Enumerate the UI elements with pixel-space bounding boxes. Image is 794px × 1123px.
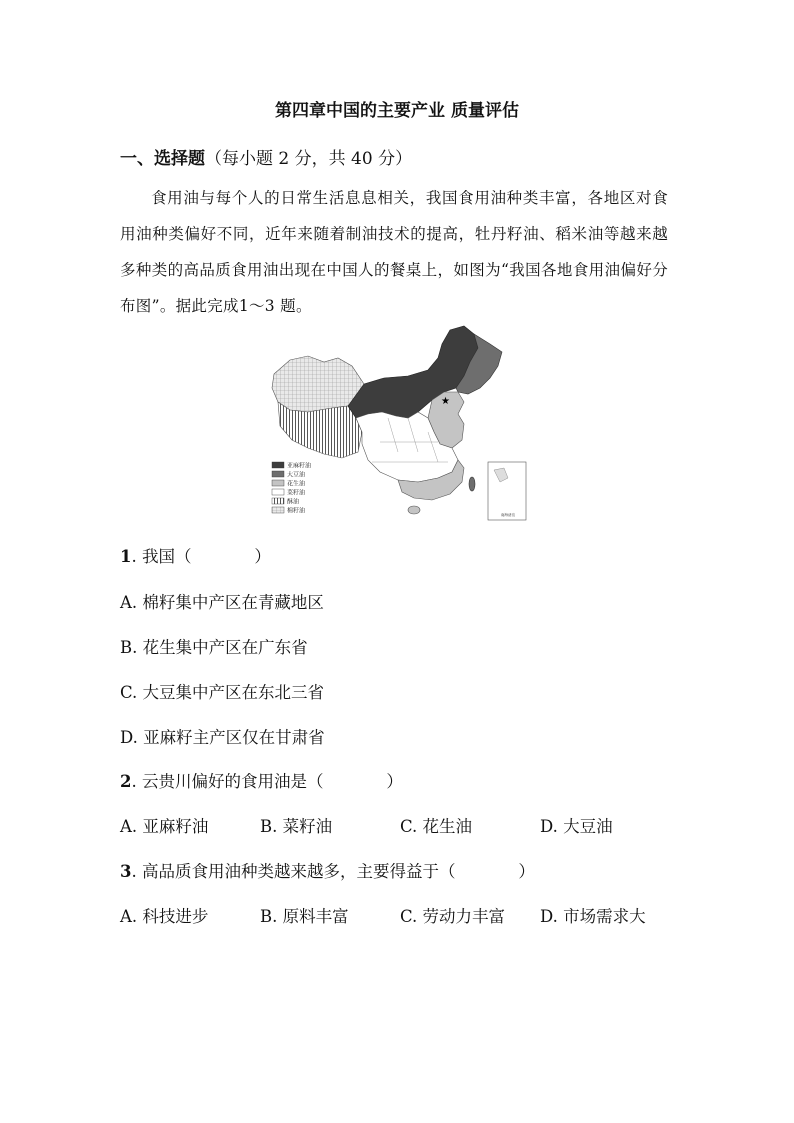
q1-option-b: B. 花生集中产区在广东省	[120, 638, 308, 657]
q1-option-c: C. 大豆集中产区在东北三省	[120, 683, 325, 702]
intro-paragraph: 食用油与每个人的日常生活息息相关，我国食用油种类丰富，各地区对食用油种类偏好不同，近年来随着制油技术的提高，牡丹籽油、稻米油等越来越多种类的高品质食用油出现在中国人的餐桌上，如图为“我国各地食用油偏好分布图”。据此完成1～3 题。	[120, 189, 668, 315]
q1-option-d: D. 亚麻籽主产区仅在甘肃省	[120, 728, 325, 747]
question-1-stem	[120, 543, 271, 567]
inset-frame	[488, 462, 526, 520]
q3-option-c: C. 劳动力丰富	[400, 907, 506, 926]
q3-option-b: B. 原料丰富	[260, 907, 349, 926]
legend-label-soybean: 大豆油	[287, 471, 306, 479]
legend-label-butter: 酥油	[287, 498, 300, 506]
region-hainan	[408, 506, 420, 514]
q3-option-a: A. 科技进步	[120, 907, 209, 926]
legend-label-rapeseed: 菜籽油	[287, 489, 306, 497]
page-title: 第四章中国的主要产业 质量评估	[275, 101, 519, 121]
legend-label-flaxseed: 亚麻籽油	[287, 462, 312, 470]
inset-label: 南海诸岛	[500, 513, 516, 517]
china-oil-preference-map	[268, 322, 530, 525]
question-2-stem	[120, 768, 403, 792]
region-taiwan	[469, 477, 475, 491]
q2-option-d: D. 大豆油	[540, 817, 613, 836]
legend-swatch-flaxseed	[272, 462, 284, 468]
q3-option-d: D. 市场需求大	[540, 907, 646, 926]
section-title: 一、选择题	[120, 149, 205, 169]
q2-option-b: B. 菜籽油	[260, 817, 333, 836]
question-text: . 云贵川偏好的食用油是（ ）	[131, 772, 403, 791]
q2-option-a: A. 亚麻籽油	[120, 817, 209, 836]
q1-option-a: A. 棉籽集中产区在青藏地区	[120, 593, 324, 612]
legend-swatch-rapeseed	[272, 489, 284, 495]
question-text: . 我国（ ）	[131, 547, 271, 566]
section-heading	[120, 144, 412, 169]
legend-swatch-butter	[272, 498, 284, 504]
question-number: 2	[120, 772, 132, 791]
question-number: 3	[120, 862, 132, 881]
section-note: （每小题 2 分，共 40 分）	[205, 149, 413, 169]
question-number: 1	[120, 547, 132, 566]
legend-swatch-cottonseed	[272, 507, 284, 513]
question-3-stem	[120, 858, 535, 882]
question-text: . 高品质食用油种类越来越多，主要得益于（ ）	[131, 862, 535, 881]
legend-swatch-peanut	[272, 480, 284, 486]
q2-option-c: C. 花生油	[400, 817, 473, 836]
capital-star-icon: ★	[441, 396, 450, 407]
legend-label-cottonseed: 棉籽油	[287, 507, 306, 515]
legend-swatch-soybean	[272, 471, 284, 477]
legend-label-peanut: 花生油	[287, 480, 306, 488]
